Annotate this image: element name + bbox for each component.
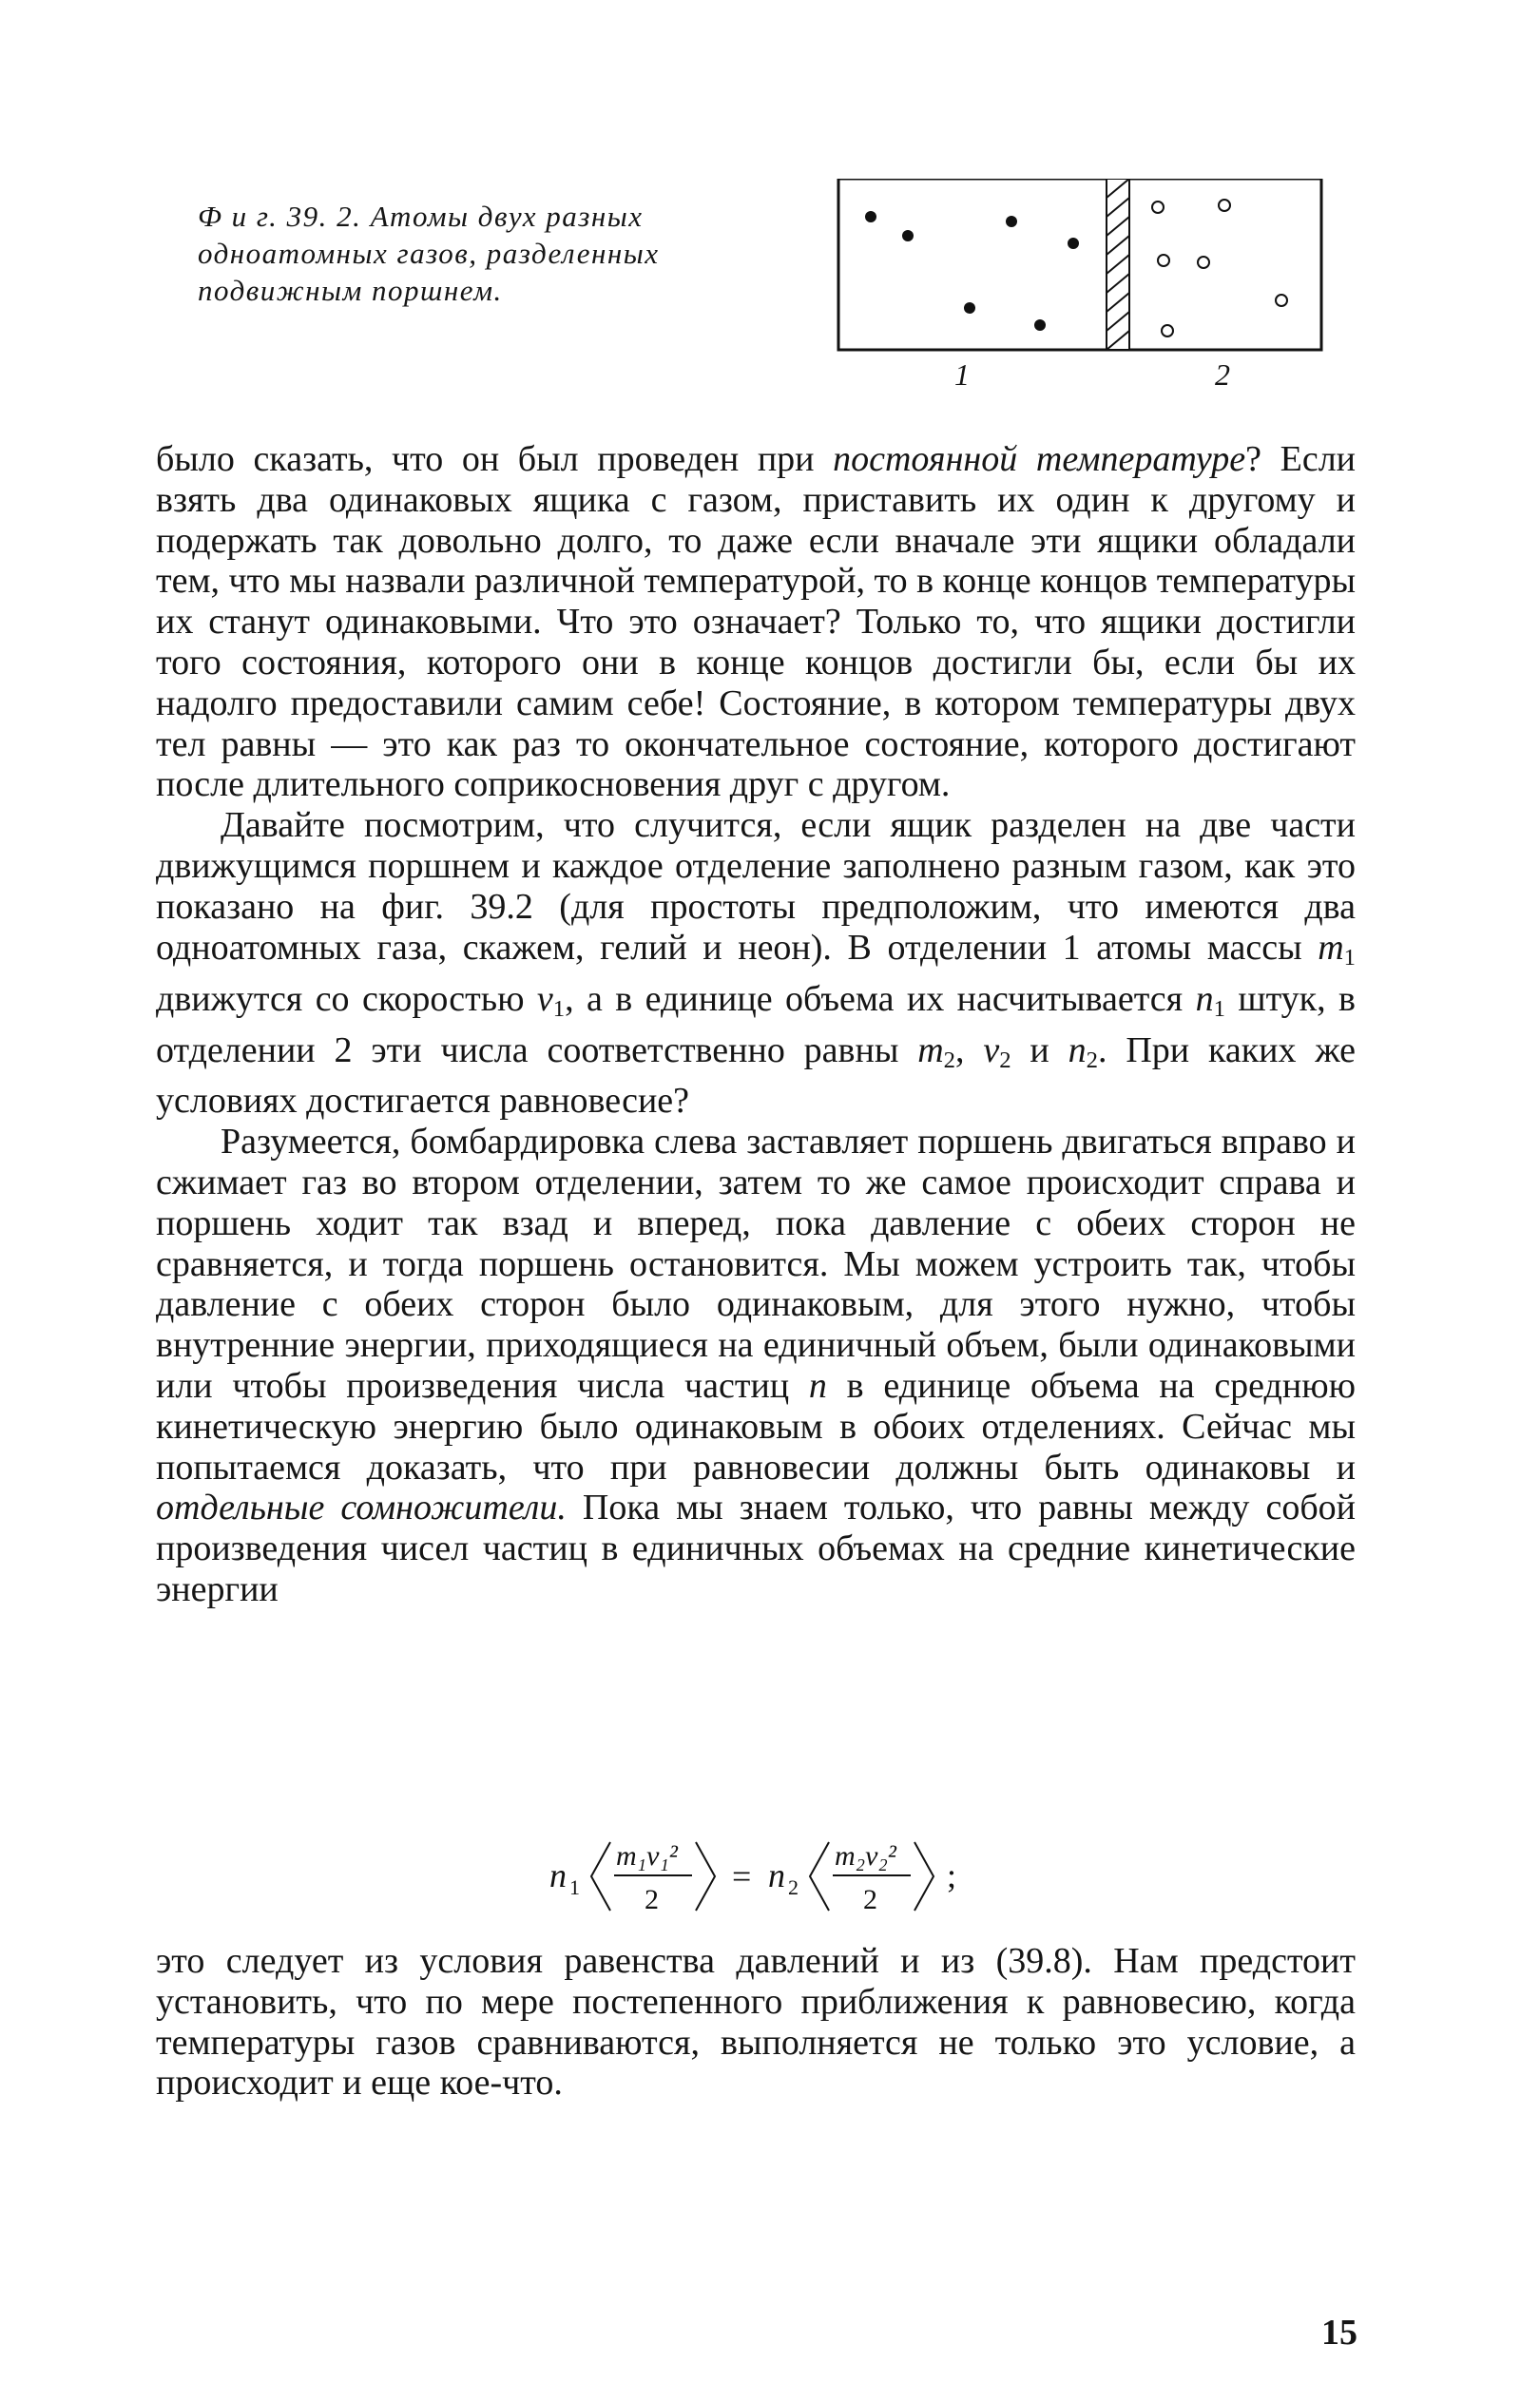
symbol-v1-letter: v: [536, 978, 553, 1019]
symbol-n1-letter: n: [1195, 978, 1214, 1019]
equation-right-n-sub: 2: [788, 1875, 799, 1899]
paragraph-2-text-7: . При каких же условиях достигается равновесие?: [156, 1029, 1356, 1122]
symbol-m2-sub: 2: [943, 1047, 955, 1073]
paragraph-2-text-2: движутся со скоростью: [156, 978, 537, 1019]
atom-gas-1: [1068, 238, 1079, 249]
atom-gas-2: [1152, 202, 1164, 213]
paragraph-2: [156, 805, 1356, 1122]
paragraph-3-emphasis: отдельные сомножители.: [156, 1488, 567, 1528]
atom-gas-1: [1006, 216, 1017, 227]
symbol-n2-letter: n: [1068, 1029, 1087, 1070]
equation-left-denominator: 2: [645, 1884, 659, 1915]
equation-left-n-sub: 1: [569, 1875, 580, 1899]
figure-caption-line-1: Ф и г. 39. 2. Атомы двух разных: [198, 200, 644, 233]
paragraph-3-text-3: Пока мы знаем только, что равны между собой произведения чисел частиц в единичных объемах на средние кинетические энергии: [156, 1488, 1356, 1610]
gas-1-atoms: [865, 211, 1079, 331]
paragraph-2-text-3: , а в единице объема их насчитывается: [565, 978, 1196, 1019]
symbol-v2-letter: v: [983, 1029, 1000, 1070]
symbol-n1-sub: 1: [1213, 995, 1225, 1022]
atom-gas-2: [1219, 200, 1230, 211]
symbol-m2: [917, 1029, 955, 1073]
paragraph-4: это следует из условия равенства давлений и из (39.8). Нам предстоит установить, что по мере постепенного приближения к равновесию, когда температуры газов сравниваются, выполняется не только это условие, а происходит и еще кое-что.: [156, 1941, 1356, 2104]
symbol-n2: [1068, 1029, 1098, 1073]
symbol-n2-sub: 2: [1086, 1047, 1098, 1073]
symbol-v2: [983, 1029, 1011, 1073]
equation-right-n: n: [768, 1856, 785, 1894]
symbol-m2-letter: m: [917, 1029, 944, 1070]
atom-gas-2: [1276, 295, 1287, 306]
figure-caption-line-2: одноатомных газов, разделенных: [198, 237, 660, 270]
closing-paragraph: [156, 1941, 1356, 2104]
equation-svg: [523, 1823, 1055, 1928]
symbol-v1-sub: 1: [552, 995, 566, 1022]
paragraph-1-emphasis: постоянной температуре: [833, 439, 1246, 479]
figure-caption: [198, 198, 806, 309]
symbol-n: n: [808, 1366, 827, 1407]
right-angle-bracket-2: [914, 1842, 934, 1911]
paragraph-1-text-rest: Если взять два одинаковых ящика с газом, приставить их один к другому и подержать так довольно долго, то даже если вначале эти ящики обладали тем, что мы назвали различной температурой, то в конце концов температуры их станут одинаковыми. Что это означает? Только то, что ящики достигли того состояния, которого они в конце концов достигли бы, если бы их надолго предоставили самим себе! Состояние, в котором температуры двух тел равны — это как раз то окончательное состояние, которого достигают после длительного соприкосновения друг с другом.: [156, 439, 1356, 805]
left-angle-bracket: [591, 1842, 610, 1911]
atom-gas-1: [902, 230, 914, 241]
paragraph-2-text-6: и: [1011, 1029, 1068, 1070]
figure-caption-line-3: подвижным поршнем.: [198, 274, 503, 307]
paragraph-3-text-1: Разумеется, бомбардировка слева заставляет поршень двигаться вправо и сжимает газ во втором отделении, затем то же самое происходит справа и поршень ходит так взад и вперед, пока давление с обеих сторон не сравняется, и тогда поршень остановится. Мы можем устроить так, чтобы давление с обеих сторон было одинаковым, для этого нужно, чтобы внутренние энергии, приходящиеся на единичный объем, были одинаковыми или чтобы произведения числа частиц: [156, 1122, 1356, 1407]
symbol-n1: [1195, 978, 1225, 1022]
symbol-m1-letter: m: [1318, 927, 1344, 968]
figure-label-2: 2: [1215, 357, 1230, 392]
equation-right-denominator: 2: [863, 1884, 877, 1915]
box-outline: [838, 179, 1321, 350]
equation-equals: =: [732, 1857, 752, 1895]
equation: [523, 1823, 1055, 1928]
equation-left-numerator: m₁v₁²: [616, 1840, 678, 1872]
symbol-m1-sub: 1: [1343, 944, 1356, 970]
page-number: 15: [1321, 2313, 1357, 2353]
atom-gas-2: [1162, 325, 1173, 336]
gas-box-diagram: [825, 179, 1348, 397]
paragraph-1-text-b: ?: [1245, 439, 1261, 479]
equation-semicolon: ;: [947, 1856, 957, 1894]
paragraph-3: [156, 1122, 1356, 1610]
paragraph-2-text-4: штук, в отделении 2 эти числа соответственно равны: [156, 978, 1356, 1070]
figure-label-1: 1: [954, 357, 970, 392]
gas-box-figure: [825, 179, 1348, 397]
atom-gas-2: [1198, 257, 1209, 268]
symbol-v2-sub: 2: [999, 1047, 1011, 1073]
atom-gas-1: [964, 302, 975, 314]
paragraph-1: [156, 439, 1356, 805]
paragraph-2-text-1: Давайте посмотрим, что случится, если ящик разделен на две части движущимся поршнем и каждое отделение заполнено разным газом, как это показано на фиг. 39.2 (для простоты предположим, что имеются два одноатомных газа, скажем, гелий и неон). В отделении 1 атомы массы: [156, 805, 1356, 968]
equation-right-numerator: m₂v₂²: [835, 1840, 896, 1872]
atom-gas-2: [1158, 255, 1169, 266]
atom-gas-1: [865, 211, 876, 222]
symbol-m1: [1318, 928, 1356, 968]
paragraph-3-text-2: в единице объема на среднюю кинетическую энергию было одинаковым в обоих отделениях. Сейчас мы попытаемся доказать, что при равновесии должны быть одинаковы и: [156, 1366, 1356, 1488]
atom-gas-1: [1034, 319, 1046, 331]
left-angle-bracket-2: [810, 1842, 829, 1911]
right-angle-bracket: [696, 1842, 715, 1911]
paragraph-2-text-5: ,: [955, 1029, 984, 1070]
paragraph-1-text-a: было сказать, что он был проведен при: [156, 439, 834, 479]
symbol-v1: [536, 978, 566, 1022]
gas-2-atoms: [1152, 200, 1287, 336]
main-text: [156, 439, 1356, 1610]
equation-left-n: n: [549, 1856, 567, 1894]
